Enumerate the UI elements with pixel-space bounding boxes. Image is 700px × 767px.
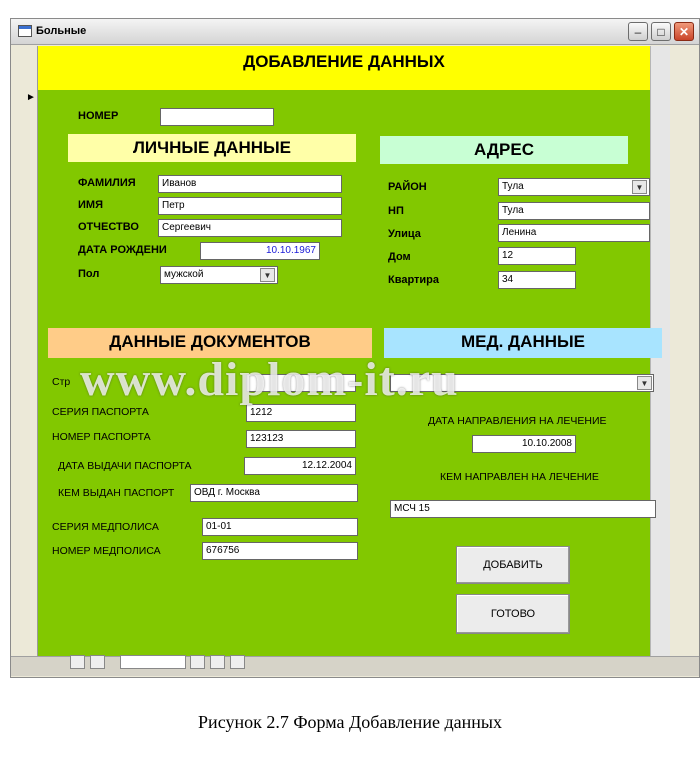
first-record-button[interactable] — [70, 655, 85, 669]
patronymic-field[interactable]: Сергеевич — [158, 219, 342, 237]
birth-date-label: ДАТА РОЖДЕНИ — [78, 244, 167, 256]
new-record-button[interactable] — [230, 655, 245, 669]
apartment-label: Квартира — [388, 274, 440, 286]
passport-issued-by-label: КЕМ ВЫДАН ПАСПОРТ — [58, 487, 175, 499]
locality-label: НП — [388, 205, 404, 217]
previous-record-button[interactable] — [90, 655, 105, 669]
record-number-field[interactable] — [120, 655, 186, 669]
referral-date-field[interactable]: 10.10.2008 — [472, 435, 576, 453]
number-field[interactable] — [160, 108, 274, 126]
medical-data-heading: МЕД. ДАННЫЕ — [384, 328, 662, 358]
record-pointer-icon: ► — [26, 92, 36, 103]
number-label: НОМЕР — [78, 110, 119, 122]
documents-heading: ДАННЫЕ ДОКУМЕНТОВ — [48, 328, 372, 358]
record-selector[interactable] — [11, 46, 38, 656]
policy-series-label: СЕРИЯ МЕДПОЛИСА — [52, 521, 159, 533]
referred-by-label: КЕМ НАПРАВЛЕН НА ЛЕЧЕНИЕ — [440, 471, 599, 483]
name-label: ИМЯ — [78, 199, 103, 211]
chevron-down-icon[interactable]: ▼ — [632, 180, 647, 194]
watermark: www.diplom-it.ru — [80, 353, 459, 406]
add-button[interactable]: ДОБАВИТЬ — [456, 546, 570, 584]
done-button[interactable]: ГОТОВО — [456, 594, 570, 634]
chevron-down-icon[interactable]: ▼ — [637, 376, 652, 390]
close-button[interactable]: ✕ — [674, 22, 694, 41]
policy-series-field[interactable]: 01-01 — [202, 518, 358, 536]
form-icon — [18, 25, 32, 37]
surname-field[interactable]: Иванов — [158, 175, 342, 193]
form-title: ДОБАВЛЕНИЕ ДАННЫХ — [243, 52, 445, 71]
personal-data-heading: ЛИЧНЫЕ ДАННЫЕ — [68, 134, 356, 162]
street-label: Улица — [388, 228, 421, 240]
chevron-down-icon[interactable]: ▼ — [260, 268, 275, 282]
title-bar[interactable] — [11, 19, 699, 45]
locality-field[interactable]: Тула — [498, 202, 650, 220]
gender-select[interactable]: мужской — [160, 266, 278, 284]
name-field[interactable]: Петр — [158, 197, 342, 215]
maximize-button[interactable]: □ — [651, 22, 671, 41]
district-select[interactable]: Тула — [498, 178, 650, 196]
last-record-button[interactable] — [210, 655, 225, 669]
next-record-button[interactable] — [190, 655, 205, 669]
referred-by-field[interactable]: МСЧ 15 — [390, 500, 656, 518]
house-label: Дом — [388, 251, 411, 263]
passport-series-field[interactable]: 1212 — [246, 404, 356, 422]
minimize-button[interactable]: – — [628, 22, 648, 41]
patronymic-label: ОТЧЕСТВО — [78, 221, 139, 233]
policy-number-label: НОМЕР МЕДПОЛИСА — [52, 545, 161, 557]
insurance-label: Стр — [52, 376, 71, 388]
surname-label: ФАМИЛИЯ — [78, 177, 136, 189]
passport-issued-by-field[interactable]: ОВД г. Москва — [190, 484, 358, 502]
address-heading: АДРЕС — [380, 136, 628, 164]
house-field[interactable]: 12 — [498, 247, 576, 265]
record-navigation-bar — [11, 656, 699, 676]
referral-date-label: ДАТА НАПРАВЛЕНИЯ НА ЛЕЧЕНИЕ — [428, 415, 607, 427]
district-label: РАЙОН — [388, 181, 427, 193]
passport-number-label: НОМЕР ПАСПОРТА — [52, 431, 151, 443]
passport-issue-date-label: ДАТА ВЫДАЧИ ПАСПОРТА — [58, 460, 192, 472]
street-field[interactable]: Ленина — [498, 224, 650, 242]
apartment-field[interactable]: 34 — [498, 271, 576, 289]
passport-number-field[interactable]: 123123 — [246, 430, 356, 448]
passport-series-label: СЕРИЯ ПАСПОРТА — [52, 406, 149, 418]
passport-issue-date-field[interactable]: 12.12.2004 — [244, 457, 356, 475]
window-title: Больные — [36, 25, 87, 37]
figure-caption: Рисунок 2.7 Форма Добавление данных — [198, 712, 502, 732]
gender-label: Пол — [78, 268, 100, 280]
birth-date-field[interactable]: 10.10.1967 — [200, 242, 320, 260]
policy-number-field[interactable]: 676756 — [202, 542, 358, 560]
